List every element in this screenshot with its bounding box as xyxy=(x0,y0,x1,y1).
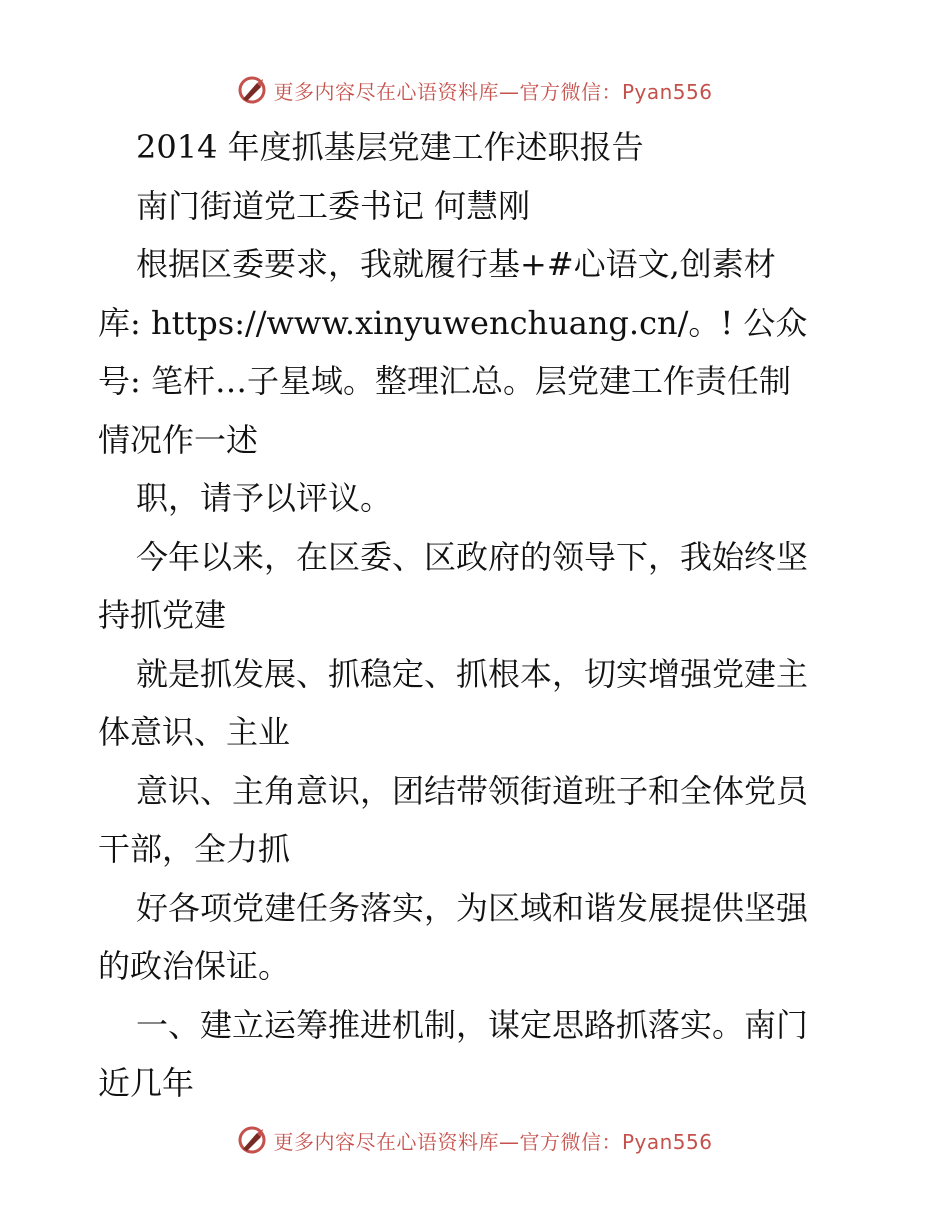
text-line: 干部，全力抓 xyxy=(98,830,291,868)
text-line: 库: https://www.xinyuwenchuang.cn/。! 公众 xyxy=(98,303,808,342)
text-line: 职，请予以评议。 xyxy=(136,479,393,517)
text-line: 体意识、主业 xyxy=(98,713,291,751)
watermark-text: 更多内容尽在心语资料库—官方微信：Pyan556 xyxy=(273,1129,713,1154)
text-line: 号: 笔杆…子星域。整理汇总。层党建工作责任制 xyxy=(98,362,791,400)
text-line: 持抓党建 xyxy=(98,596,227,634)
footer-watermark-banner xyxy=(0,1120,950,1160)
text-line: 的政治保证。 xyxy=(98,947,291,985)
text-line: 就是抓发展、抓稳定、抓根本，切实增强党建主 xyxy=(136,654,809,693)
header-watermark-banner xyxy=(0,70,950,110)
watermark-text: 更多内容尽在心语资料库—官方微信：Pyan556 xyxy=(273,79,713,104)
text-line: 2014 年度抓基层党建工作述职报告 xyxy=(136,128,644,166)
text-line: 近几年 xyxy=(98,1064,195,1102)
text-line: 好各项党建任务落实，为区域和谐发展提供坚强 xyxy=(136,888,809,927)
text-line: 根据区委要求，我就履行基+#心语文,创素材 xyxy=(136,245,776,283)
text-line: 意识、主角意识，团结带领街道班子和全体党员 xyxy=(136,771,809,810)
text-line: 一、建立运筹推进机制，谋定思路抓落实。南门 xyxy=(136,1005,809,1044)
text-line: 南门街道党工委书记 何慧刚 xyxy=(136,186,531,225)
pen-nib-logo-icon xyxy=(237,1125,267,1155)
pen-nib-logo-icon xyxy=(237,75,267,105)
text-line: 情况作一述 xyxy=(98,420,259,459)
text-line: 今年以来，在区委、区政府的领导下，我始终坚 xyxy=(136,537,809,576)
document-body xyxy=(98,118,858,1113)
